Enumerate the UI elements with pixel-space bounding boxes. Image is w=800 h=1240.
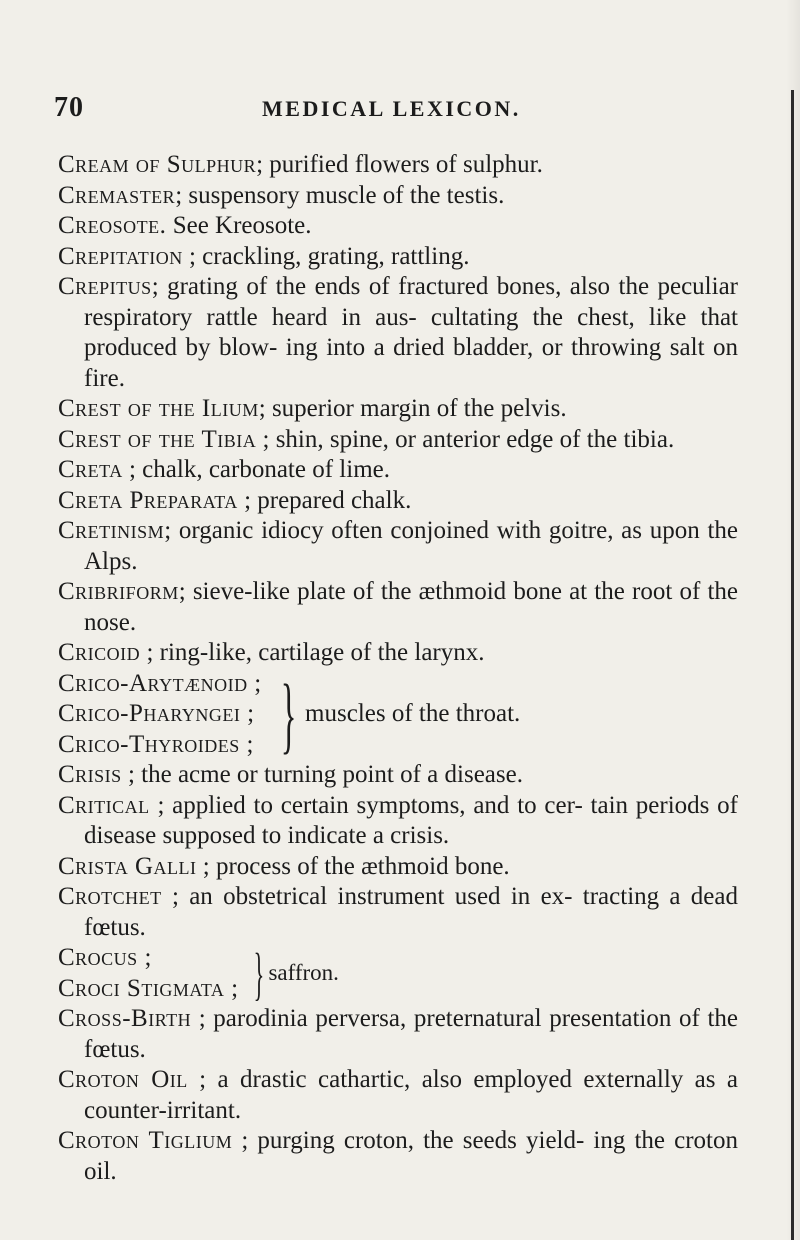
entry-definition: ; chalk, carbonate of lime. [122, 456, 390, 483]
entry-definition: ; purified flowers of sulphur. [256, 151, 543, 178]
entry-crest-of-ilium [58, 394, 738, 425]
entry-term: Crest of the Tibia [58, 425, 257, 453]
entry-definition: ; the acme or turning point of a disease. [121, 761, 523, 788]
entry-term: Cremaster [58, 181, 176, 209]
entry-critical [58, 791, 738, 852]
entry-definition: See Kreosote. [166, 212, 312, 239]
entry-cricoid [58, 638, 738, 669]
entry-term: Croton Tiglium [58, 1127, 233, 1154]
entry-cross-birth [58, 1004, 738, 1065]
entry-group-saffron [58, 940, 738, 1006]
entry-creta [58, 455, 738, 486]
entry-term: Crico-Arytænoid ; [58, 669, 262, 697]
entry-croton-oil [58, 1065, 738, 1126]
entry-term: Cribriform [58, 578, 179, 605]
entry-term: Cretinism [58, 517, 165, 544]
entry-creta-preparata [58, 486, 738, 517]
page-edge-line [791, 90, 794, 1240]
entry-definition: ; purging croton, the seeds yield- ing the croton oil. [84, 1127, 738, 1185]
entry-definition: saffron. [268, 960, 339, 986]
entry-term: Crest of the Ilium [58, 395, 259, 422]
entry-cribriform [58, 577, 738, 638]
entry-definition: ; shin, spine, or anterior edge of the tibia. [256, 425, 675, 453]
entry-term: Creosote. [58, 212, 167, 239]
entry-crotchet [58, 882, 738, 943]
right-brace: } [280, 666, 297, 763]
entry-group-throat-muscles [58, 666, 738, 763]
entry-term: Croci Stigmata ; [58, 974, 239, 1002]
entry-crista-galli [58, 852, 738, 883]
entry-definition: ; grating of the ends of fractured bones, also the peculiar respiratory rattle heard in aus- cultating the chest, like that produced by blow- ing into a dried bladder, or throwing salt on fire. [84, 273, 738, 392]
entry-term: Crico-Thyroides ; [58, 730, 254, 758]
entry-term: Crico-Pharyngei ; [58, 700, 255, 727]
entry-term: Cricoid [58, 639, 141, 666]
entry-definition: ; superior margin of the pelvis. [258, 395, 567, 422]
page-header [54, 92, 754, 126]
entry-crepitus [58, 272, 738, 394]
entry-definition: ; applied to certain symptoms, and to cer- tain periods of disease supposed to indicate a crisis. [84, 791, 738, 849]
entry-crisis [58, 760, 738, 791]
entry-definition: ; crackling, grating, rattling. [182, 242, 470, 270]
entry-definition: muscles of the throat. [305, 700, 521, 727]
entry-term: Creta Preparata [58, 486, 238, 514]
entry-definition: ; process of the æthmoid bone. [196, 852, 510, 880]
entry-cremaster [58, 181, 738, 212]
entry-definition: ; an obstetrical instrument used in ex- tracting a dead fœtus. [84, 883, 738, 941]
entry-definition: ; organic idiocy often conjoined with goitre, as upon the Alps. [84, 517, 738, 575]
lexicon-entries [58, 150, 738, 1187]
running-head: MEDICAL LEXICON. [262, 96, 521, 121]
entry-term: Crotchet [58, 883, 162, 910]
entry-definition: ; suspensory muscle of the testis. [175, 181, 505, 209]
entry-creosote [58, 211, 738, 242]
entry-term: Crisis [58, 761, 122, 788]
entry-croton-tiglium [58, 1126, 738, 1187]
entry-term: Crocus ; [58, 944, 152, 971]
entry-cream-of-sulphur [58, 150, 738, 181]
entry-term: Cross-Birth [58, 1005, 192, 1032]
entry-term: Crista Galli [58, 852, 197, 880]
entry-term: Crepitus [58, 273, 152, 300]
entry-term: Critical [58, 791, 150, 819]
page-number: 70 [54, 92, 84, 123]
entry-cretinism [58, 516, 738, 577]
entry-term: Croton Oil [58, 1066, 188, 1093]
entry-crest-of-tibia [58, 425, 738, 456]
entry-term: Crepitation [58, 242, 183, 270]
right-brace: } [253, 940, 264, 1006]
entry-definition: ; sieve-like plate of the æthmoid bone at the root of the nose. [84, 578, 738, 636]
entry-term: Cream of Sulphur [58, 151, 257, 178]
entry-definition: ; ring-like, cartilage of the larynx. [140, 639, 485, 666]
entry-definition: ; parodinia perversa, preternatural presentation of the fœtus. [84, 1005, 738, 1063]
entry-crepitation [58, 242, 738, 273]
entry-term: Creta [58, 456, 123, 483]
entry-definition: ; a drastic cathartic, also employed externally as a counter-irritant. [84, 1066, 738, 1124]
entry-definition: ; prepared chalk. [237, 486, 412, 514]
